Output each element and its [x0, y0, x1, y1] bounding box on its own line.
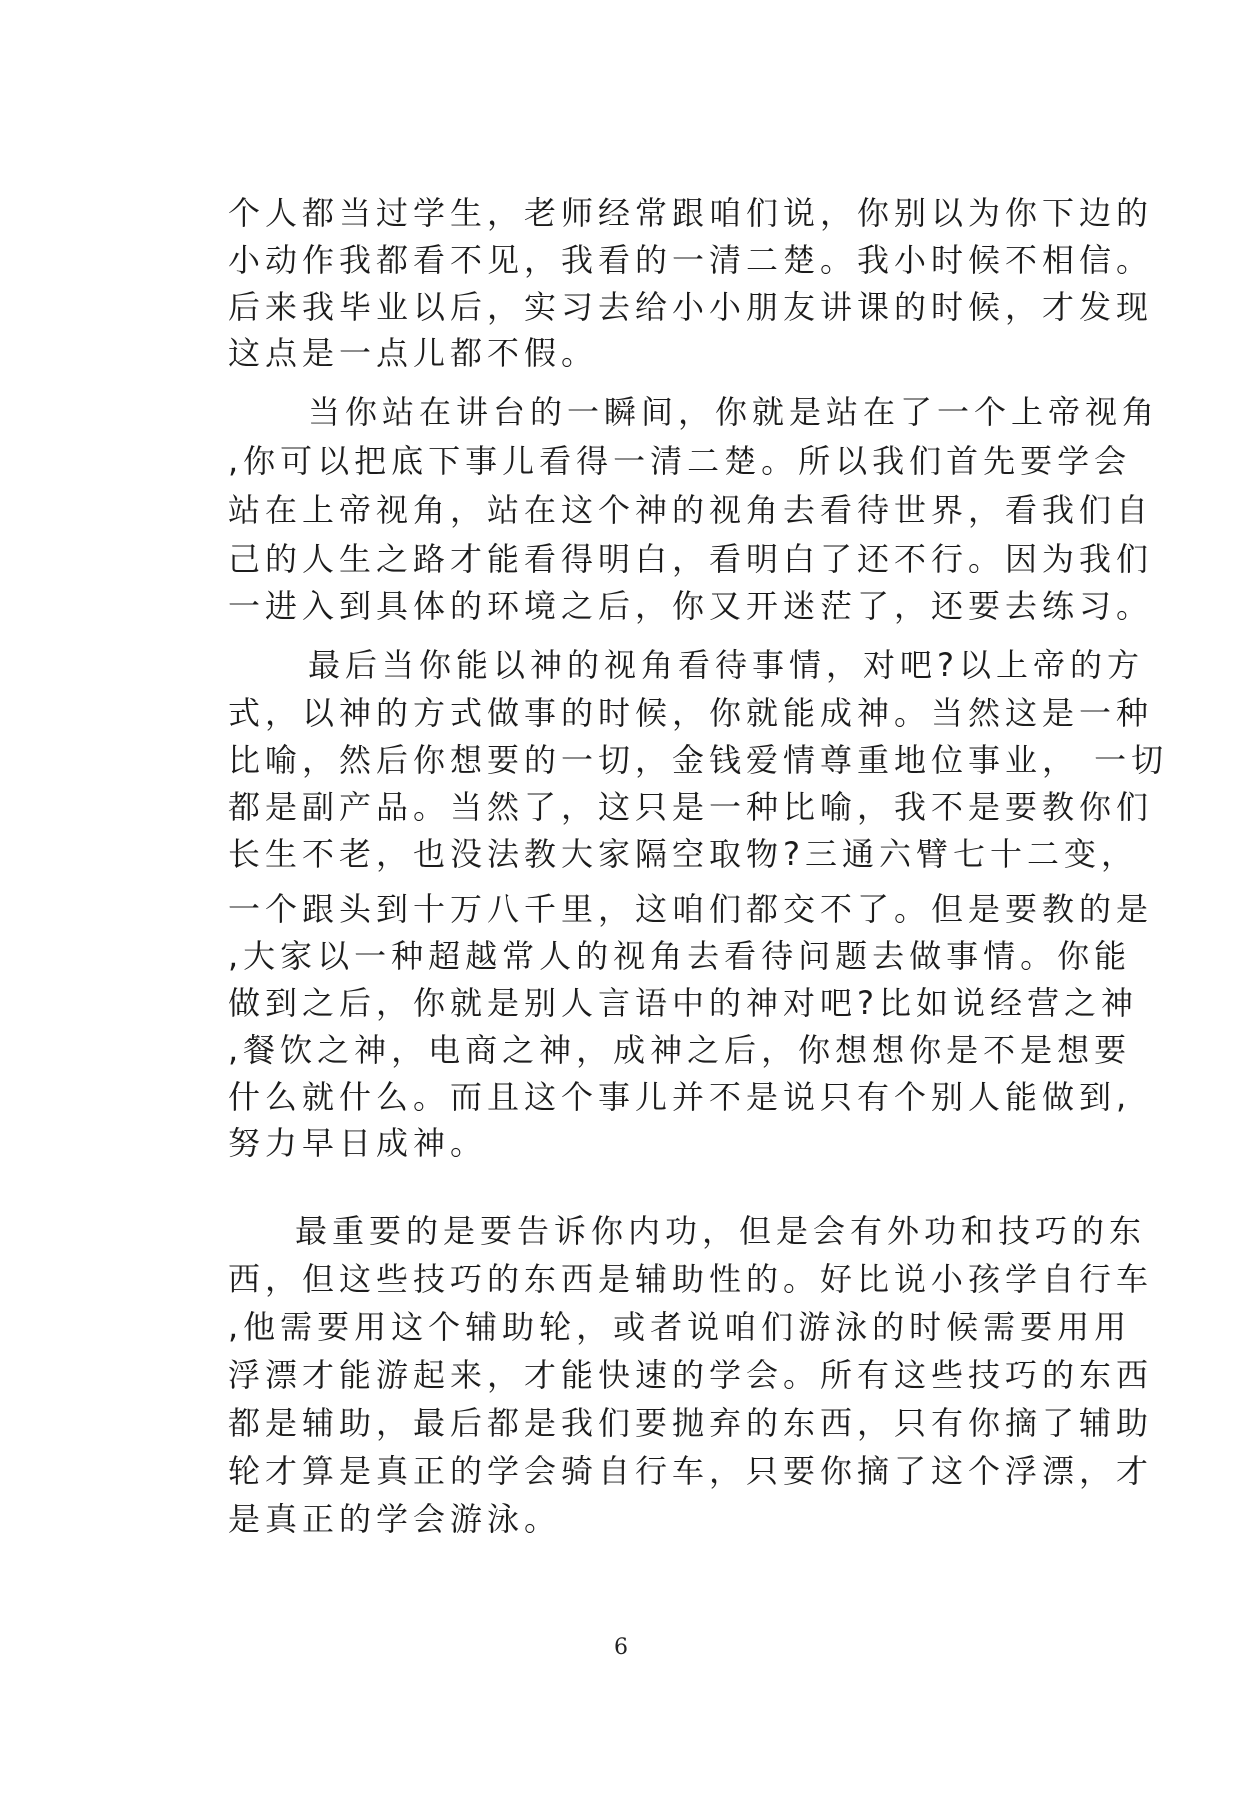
text-line: 当你站在讲台的一瞬间，你就是站在了一个上帝视角 [308, 393, 1160, 431]
text-line: ,你可以把底下事儿看得一清二楚。所以我们首先要学会 [228, 442, 1132, 480]
text-line: 是真正的学会游泳。 [228, 1500, 562, 1538]
text-line: 都是辅助，最后都是我们要抛弃的东西，只有你摘了辅助 [228, 1404, 1154, 1442]
text-line: ,他需要用这个辅助轮，或者说咱们游泳的时候需要用用 [228, 1308, 1132, 1346]
text-line: 都是副产品。当然了，这只是一种比喻，我不是要教你们 [228, 788, 1154, 826]
text-line: 什么就什么。而且这个事儿并不是说只有个别人能做到, [228, 1078, 1132, 1116]
text-line: 浮漂才能游起来，才能快速的学会。所有这些技巧的东西 [228, 1356, 1154, 1394]
text-line: 努力早日成神。 [228, 1124, 488, 1162]
text-line: 小动作我都看不见，我看的一清二楚。我小时候不相信。 [228, 241, 1154, 279]
text-line: ,餐饮之神，电商之神，成神之后，你想想你是不是想要 [228, 1031, 1132, 1069]
text-line: 比喻，然后你想要的一切，金钱爱情尊重地位事业， 一切 [228, 741, 1169, 779]
text-line: 长生不老，也没法教大家隔空取物?三通六臂七十二变， [228, 835, 1138, 873]
text-line: 做到之后，你就是别人言语中的神对吧?比如说经营之神 [228, 984, 1138, 1022]
text-line: 最后当你能以神的视角看待事情，对吧?以上帝的方 [308, 646, 1144, 684]
text-line: 轮才算是真正的学会骑自行车，只要你摘了这个浮漂，才 [228, 1452, 1154, 1490]
text-line: 个人都当过学生，老师经常跟咱们说，你别以为你下边的 [228, 194, 1154, 232]
text-line: 这点是一点儿都不假。 [228, 334, 599, 372]
text-line: 己的人生之路才能看得明白，看明白了还不行。因为我们 [228, 540, 1154, 578]
text-line: 站在上帝视角，站在这个神的视角去看待世界，看我们自 [228, 491, 1154, 529]
text-line: 后来我毕业以后，实习去给小小朋友讲课的时候，才发现 [228, 288, 1154, 326]
text-line: 一进入到具体的环境之后，你又开迷茫了，还要去练习。 [228, 587, 1154, 625]
page-number: 6 [614, 1635, 628, 1660]
text-line: 最重要的是要告诉你内功，但是会有外功和技巧的东 [295, 1212, 1147, 1250]
text-line: 一个跟头到十万八千里，这咱们都交不了。但是要教的是 [228, 890, 1154, 928]
text-line: 西，但这些技巧的东西是辅助性的。好比说小孩学自行车 [228, 1260, 1154, 1298]
text-line: ,大家以一种超越常人的视角去看待问题去做事情。你能 [228, 937, 1132, 975]
text-line: 式，以神的方式做事的时候，你就能成神。当然这是一种 [228, 694, 1154, 732]
